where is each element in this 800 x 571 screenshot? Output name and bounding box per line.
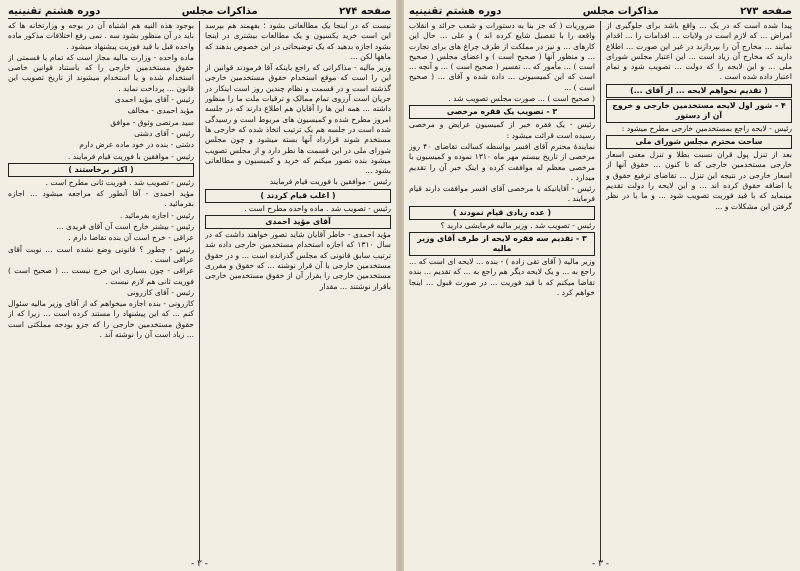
left-page-header [8,4,391,19]
paragraph: بوجود هذه النیه هم اشتباه آن در بوجه و وزارتخانه ها که باید در آن منظور بشود سه . نمی رفع اختلافات مذکور ماده واحده قبل با قید فوریت پیشنهاد میشود . [8,21,194,51]
section-heading: ۴ - شور اول لایحه مستخدمین خارجی و خروج آن از دستور [606,99,792,123]
left-page-number: صفحه ۲۷۴ [339,5,391,17]
left-page-title: مذاکرات مجلس [181,5,258,17]
paragraph: رئیس - آقایانیکه با مرخصی آقای افسر موافقت دارند قیام فرمایند . [409,184,595,204]
section-heading: ۳ - تصویب یک فقره مرخصی [409,105,595,119]
right-page-column-2 [409,21,595,561]
left-page-column-1 [205,21,391,561]
section-heading: ( تقدیم نخواهم لایحه ... از آقای ...) [606,84,792,98]
paragraph: پیدا شده است که در یک ... واقع باشد برای جلوگیری از امراض ... که لازم است در ولایات ... اقدامات را ... اقدام نمایند ... مخارج آن را بپردازند در غیر این صورت ... اطلاع دارید که مخارج آن زیاد است ... این اعتبار مجلس شورای ملی ... و این لایحه را که دولت ... تصویب شود و تمام اعتبار داده شده است . [606,21,792,82]
section-heading: ( اکثر برخاستند ) [8,163,194,177]
paragraph: رئیس - موافقین با فوریت قیام فرمایند . [67,151,194,161]
paragraph: سید مرتضی وثوق - موافق [110,117,194,127]
paragraph: رئیس - موافقین با فوریت قیام فرمایند [269,177,391,187]
paragraph: عراقی - خرج است آن بنده تقاضا دارم . [68,233,194,243]
paragraph: رئیس - اجازه بفرمائید . [119,210,194,220]
right-page-columns [409,21,792,561]
paragraph: کازرونی - بنده اجازه میخواهم که از آقای وزیر مالیه سئوال کنم ... که این پیشنهاد را مستند کرده است ... زیرا که از حقوق مستخدمین خارجی را که جزو بودجه مملکتی است ... زیاد است آن را نوشته آند . [8,299,194,340]
left-page-columns [8,21,391,561]
right-page-title: مذاکرات مجلس [582,5,659,17]
paragraph: رئیس - آقای مؤید احمدی [114,95,194,105]
right-page-footer: - ۳ - [591,559,610,569]
right-page [400,0,800,571]
paragraph: رئیس - تصویب شد . ماده واحده مطرح است . [244,203,391,213]
left-page-column-2 [8,21,194,561]
paragraph: نمایندهٔ محترم آقای افسر بواسطه کسالت تقاضای ۴۰ روز مرخصی از تاریخ بیستم مهر ماه ۱۳۱۰ نموده و کمیسیون با مرخصی معظم له موافقت کرده و اینک خبر آن را تقدیم میدارد . [409,141,595,182]
paragraph: نیست که در اینجا یک مطالعاتی بشود ؛ بفهمند هم بپرسد این است خرید یکسیون و یک مطالعات بیشتری در اینجا بشود اجازه بدهید که یک توضیحاتی در این خصوص بدهند که ماهها لکن ... [205,21,391,61]
paragraph: رئیس - آقای دشتی [134,128,194,138]
paragraph: ضروریات ( که جز بنا به دستورات و شعب جرائد و انقلاب واقعه را با تفصیل شایع کرده اند ) و علی ... حال این کارهای ... و نیز در مملکت از طرف چراغ های برای تجارت ... و منظور آنها ( صحیح است ) و اعضای مجلس ( صحیح است ) ... مأمور که ... تفسیر ( صحیح است ) ... و آنچه ... است که این کمیسیونی ... داده شده و آقای ... ( صحیح است ) ... [409,21,595,92]
paragraph: مؤید احمدی - خاطر آقایان شاید تصور خواهند داشت که در سال ۱۳۱۰ که اجازه استخدام مستخدمین خارجی داده شد ترتیب سابق قانونی که مجلس گذرانده است ... و در حقوق مستخدمین خارجی با آن قرار نوشته ... که حقوق و مقرری مستخدمین خارجی را بقرار آن از حقوق مستخدمین خارجی باقرار نوشتند ... مقدار [205,230,391,291]
paragraph: وزیر مالیه ( آقای تقی زاده ) - بنده ... لایحه ای است که ... راجع به ... و یک لایحه دیگر هم راجع به ... که تقدیم ... بنده تقاضا میکنم که با قید فوریت ... در صورت قبول ... اینجا خواهم کرد . [409,257,595,297]
paragraph: وزیر مالیه - مذاکراتی که راجع باینکه آقا فرمودند قوانین از این را است که موقع استخدام حقوق مستخدمین خارجی گذشته است و در قسمت و نظام چندین روز است اینکار در جریان است آرزوی تمام ممالک و ترقیات ملت ما را منظور داشته ... همه این ها را آقایان هم اطلاع دارند که در جلسه امروز مطرح شده و کمیسیون های مربوط است و رسیدگی شده است در جلسه هم یک ترتیب اتخاذ شده که خارجی ها مستخدم شوند قرارداد آنها بسته میشود و چون مجلس شورای ملی در این قسمت ها نظر دارد و از مجلس تصویب میشود بنده تصور میکنم که خرید و کمیسیون و مطالعاتی بشود ... [205,63,391,176]
paragraph: رئیس - تصویب شد . فوریت ثانی مطرح است . [45,177,194,187]
paragraph: رئیس - آقای کازرونی [127,287,194,297]
column-divider [600,21,601,561]
section-heading: ساحت محترم مجلس شورای ملی [606,135,792,149]
left-page-session: دوره هشتم تقنینیه [8,5,101,17]
paragraph: مؤید احمدی - مخالف [127,106,194,116]
column-divider [199,21,200,561]
section-heading: ( عده زیادی قیام نمودند ) [409,206,595,220]
paragraph: بعد از تنزل پول قران نسبت بطلا و تنزل معنی اسعار خارجی مستخدمین خارجی که تا کنون ... حقوق آنها از اسعار خارجی در نتیجه این تنزل ... تقاضای ترفیع حقوق و یا اضافه حقوق کرده اند ... و این لایحه را دولت تقدیم مینماید که با قید فوریت تصویب شود ... و ما با در نظر گرفتن این مشکلات و ... [606,150,792,211]
paragraph: رئیس - بیشتر خارج است آن آقای فریدی ... [56,222,194,232]
paragraph: رئیس - یک فقره خبر از کمیسیون عرایض و مرخصی رسیده است قرائت میشود : [409,120,595,140]
section-heading: ( اغلب قیام کردند ) [205,189,391,203]
paragraph: ( صحیح است ) ... صورت مجلس تصویب شد . [448,94,595,104]
paragraph: ماده واحده - وزارت مالیه مجاز است که تمام یا قسمتی از حقوق مستخدمین خارجی را که باستناد قوانین خاصی استخدام شده و یا استخدام میشوند از تاریخ تصویب این قانون ... پرداخت نماید . [8,52,194,93]
paragraph: مؤید احمدی - آقا آنطور که مراجعه میشود ... اجازه بفرمائید . [8,189,194,209]
book-gutter [396,0,404,571]
section-heading: ۳ - تقدیم سه فقره لایحه از طرف آقای وزیر مالیه [409,232,595,256]
paragraph: رئیس - تصویب شد . وزیر مالیه فرمایشی دارید ؟ [440,220,595,230]
paragraph: رئیس - لایحه راجع بمستخدمین خارجی مطرح میشود : [621,123,792,133]
paragraph: عراقی - چون بسیاری این خرج نیست ... ( صحیح است ) فوریت ثانی هم لازم نیست . [8,266,194,286]
right-page-column-1 [606,21,792,561]
section-heading: آقای مؤید احمدی [205,215,391,229]
right-page-header [409,4,792,19]
paragraph: دشتی - بنده در خود ماده عرض دارم [79,140,194,150]
right-page-number: صفحه ۲۷۳ [740,5,792,17]
paragraph: رئیس - چطور ؟ قانونی وضع نشده است ... نوبت آقای عراقی است . [8,244,194,264]
right-page-session: دوره هشتم تقنینیه [409,5,502,17]
left-page-footer: - ۲ - [190,559,209,569]
